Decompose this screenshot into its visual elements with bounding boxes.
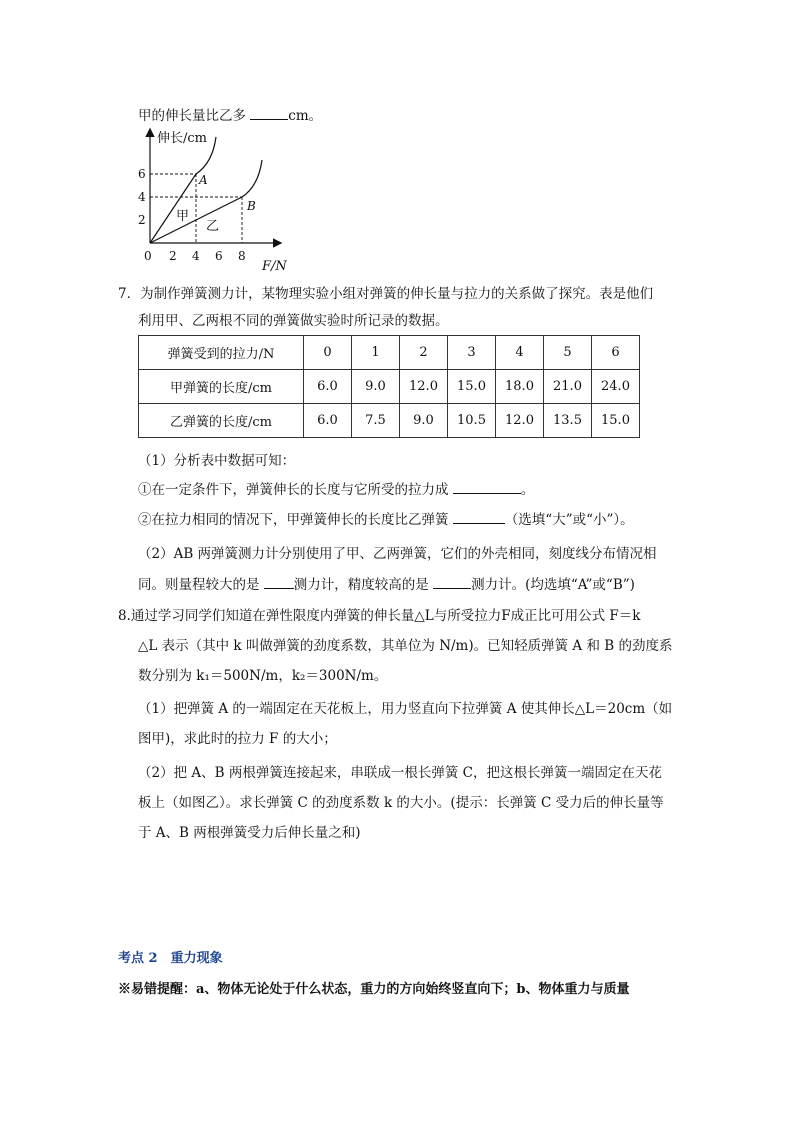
q7-part1b-prefix: ②在拉力相同的情况下，甲弹簧伸长的长度比乙弹簧: [138, 512, 453, 528]
q8-part2-line3: 于 A、B 两根弹簧受力后伸长量之和): [138, 825, 361, 841]
table-cell: 6: [592, 336, 640, 370]
x-tick-label: 4: [192, 249, 200, 263]
q7-part1a: [138, 478, 534, 498]
table-cell: 21.0: [544, 370, 592, 404]
table-cell: 18.0: [496, 370, 544, 404]
q7-part1: （1）分析表中数据可知：: [138, 453, 296, 469]
intro-suffix: cm。: [288, 108, 323, 124]
answer-blank[interactable]: [433, 576, 471, 589]
table-row: [139, 336, 640, 370]
q7-part1b: [138, 508, 634, 528]
table-cell: 7.5: [352, 404, 400, 438]
q7-part2-c: 测力计。(均选填“A”或“B”): [471, 577, 635, 593]
table-cell: 24.0: [592, 370, 640, 404]
table-cell: 2: [400, 336, 448, 370]
answer-blank[interactable]: [453, 511, 505, 524]
q7-part2-a: 同。则量程较大的是: [138, 577, 264, 593]
table-row: [139, 404, 640, 438]
table-cell: 6.0: [304, 404, 352, 438]
q8-part2-line1: （2）把 A、B 两根弹簧连接起来，串联成一根长弹簧 C，把这根长弹簧一端固定在天花: [138, 765, 662, 781]
table-cell: 12.0: [496, 404, 544, 438]
section-tip: ※易错提醒：a、物体无论处于什么状态，重力的方向始终竖直向下；b、物体重力与质量: [118, 982, 630, 997]
q8-line2: △L 表示（其中 k 叫做弹簧的劲度系数，其单位为 N/m)。已知轻质弹簧 A 和 B 的劲度系: [138, 638, 673, 654]
q7-part2-line1: （2）AB 两弹簧测力计分别使用了甲、乙两弹簧，它们的外壳相同，刻度线分布情况相: [138, 546, 657, 562]
series-curve-yi: [242, 160, 262, 197]
section-heading: 考点 2 重力现象: [118, 951, 223, 966]
jia-label: 甲: [176, 209, 190, 224]
answer-blank[interactable]: [264, 576, 294, 589]
q8-part1-line2: 图甲)，求此时的拉力 F 的大小；: [138, 731, 337, 747]
table-cell: 3: [448, 336, 496, 370]
extension-force-graph: [130, 126, 300, 274]
yi-label: 乙: [206, 219, 220, 234]
table-cell: 9.0: [400, 404, 448, 438]
y-tick-label: 2: [138, 213, 146, 227]
table-row: [139, 370, 640, 404]
table-cell: 0: [304, 336, 352, 370]
q8-part1-line1: （1）把弹簧 A 的一端固定在天花板上，用力竖直向下拉弹簧 A 使其伸长△L＝20cm（如: [138, 701, 673, 717]
x-axis-label: F/N: [262, 259, 287, 274]
row-label: 乙弹簧的长度/cm: [139, 404, 304, 438]
q7-part1a-suffix: 。: [520, 482, 535, 498]
answer-blank[interactable]: [250, 107, 288, 120]
q7-part2-b: 测力计，精度较高的是: [293, 577, 434, 593]
table-cell: 5: [544, 336, 592, 370]
answer-blank[interactable]: [453, 481, 521, 494]
row-label: 弹簧受到的拉力/N: [139, 336, 304, 370]
table-cell: 10.5: [448, 404, 496, 438]
table-cell: 12.0: [400, 370, 448, 404]
q7-line2: 利用甲、乙两根不同的弹簧做实验时所记录的数据。: [138, 313, 449, 329]
table-cell: 1: [352, 336, 400, 370]
q8-line1: 8.通过学习同学们知道在弹性限度内弹簧的伸长量△L与所受拉力F成正比可用公式 F＝k: [118, 608, 641, 624]
q8-line3: 数分别为 k₁＝500N/m，k₂＝300N/m。: [138, 668, 388, 684]
table-cell: 15.0: [448, 370, 496, 404]
q7-line1: 7．为制作弹簧测力计，某物理实验小组对弹簧的伸长量与拉力的关系做了探究。表是他们: [118, 286, 654, 302]
series-line-jia: [150, 174, 196, 243]
y-tick-label: 4: [138, 190, 146, 204]
table-cell: 4: [496, 336, 544, 370]
x-tick-label: 6: [215, 249, 223, 263]
table-cell: 9.0: [352, 370, 400, 404]
point-b-label: B: [247, 199, 256, 213]
q8-part2-line2: 板上（如图乙）。求长弹簧 C 的劲度系数 k 的大小。(提示：长弹簧 C 受力后的伸长量等: [138, 795, 664, 811]
q7-part1b-suffix: （选填“大”或“小”）。: [504, 512, 634, 528]
table-cell: 6.0: [304, 370, 352, 404]
point-a-label: A: [199, 173, 208, 187]
q7-part1a-prefix: ①在一定条件下，弹簧伸长的长度与它所受的拉力成: [138, 482, 453, 498]
table-cell: 15.0: [592, 404, 640, 438]
row-label: 甲弹簧的长度/cm: [139, 370, 304, 404]
spring-data-table: [138, 335, 640, 438]
intro-line: [138, 104, 322, 124]
x-tick-label: 0: [144, 249, 152, 263]
q7-part2-line2: [138, 573, 635, 593]
y-axis-label: 伸长/cm: [157, 131, 207, 146]
intro-prefix: 甲的伸长量比乙多: [138, 108, 251, 124]
table-cell: 13.5: [544, 404, 592, 438]
x-tick-label: 8: [238, 249, 246, 263]
x-tick-label: 2: [169, 249, 177, 263]
y-tick-label: 6: [138, 167, 146, 181]
